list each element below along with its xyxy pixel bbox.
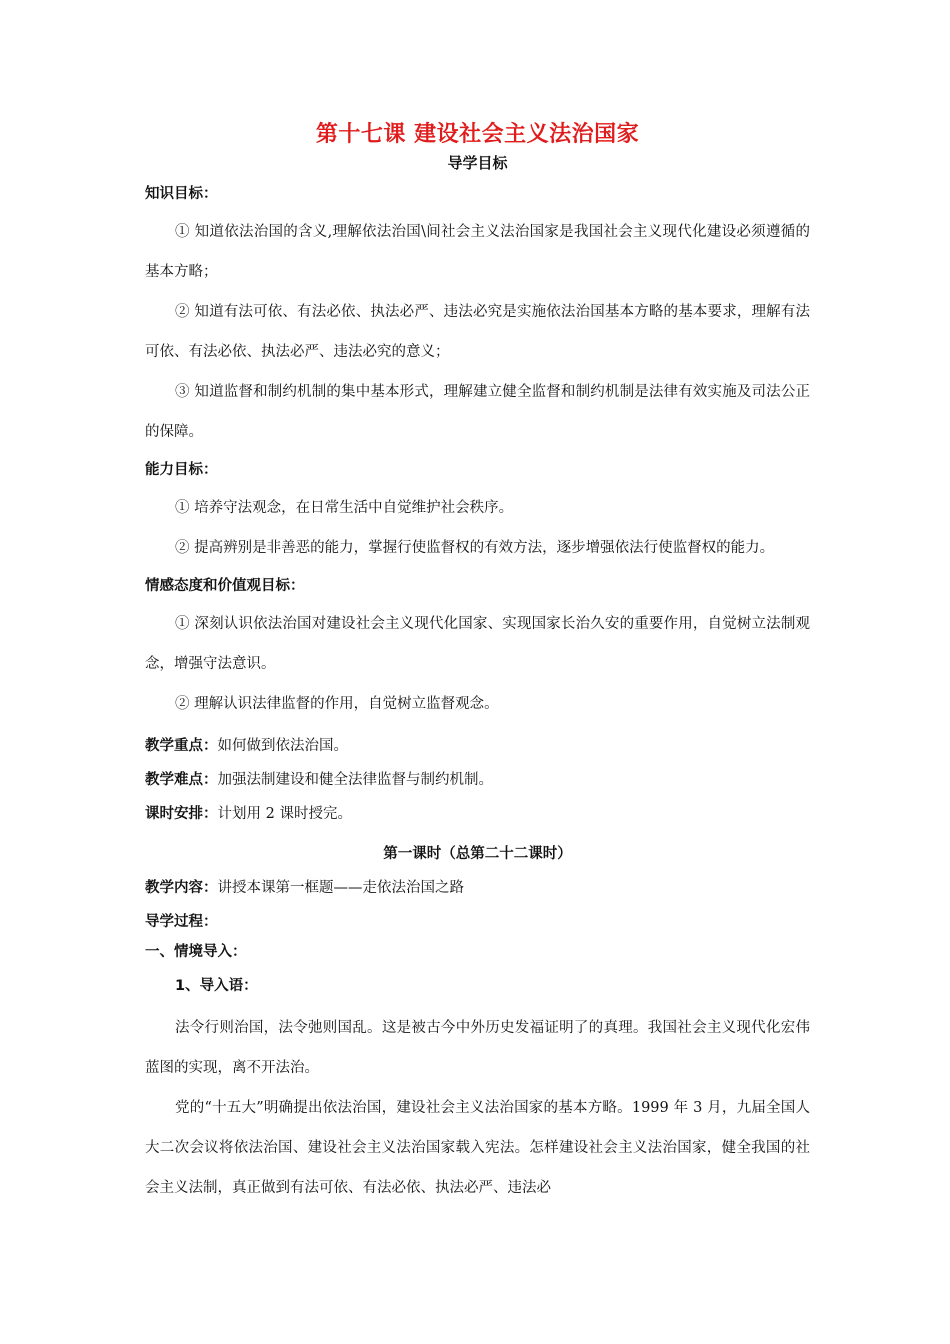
ability-item: ② 提高辨别是非善恶的能力，掌握行使监督权的有效方法，逐步增强依法行使监督权的能力。 [175,540,775,556]
lesson-period-title: 第一课时（总第二十二课时） [383,846,572,862]
schedule-value: 计划用 2 课时授完。 [217,806,352,822]
knowledge-heading: 知识目标： [145,186,218,202]
body-paragraph: 党的“十五大”明确提出依法治国，建设社会主义法治国家的基本方略。1999 年 3 月，九届全国人大二次会议将依法治国、建设社会主义法治国家载入宪法。怎样建设社会主义法治国家，健全我国的社会主义法制，真正做到有法可依、有法必依、执法必严、违法必 [145,1100,810,1196]
key-point-value: 如何做到依法治国。 [217,738,348,754]
key-point [145,734,810,758]
section-heading: 一、情境导入： [145,944,247,960]
process-heading: 导学过程： [145,914,218,930]
emotion-item: ① 深刻认识依法治国对建设社会主义现代化国家、实现国家长治久安的重要作用，自觉树立法制观念，增强守法意识。 [145,616,810,672]
schedule [145,802,810,826]
key-point-label: 教学重点： [145,738,218,754]
teaching-content [145,876,810,900]
difficulty-value: 加强法制建设和健全法律监督与制约机制。 [217,772,493,788]
ability-heading: 能力目标： [145,462,218,478]
body-paragraph: 法令行则治国，法令弛则国乱。这是被古今中外历史发福证明了的真理。我国社会主义现代化宏伟蓝图的实现，离不开法治。 [145,1020,810,1076]
document-body [145,118,810,1208]
teaching-content-label: 教学内容： [145,880,218,896]
subsection-heading: 1、导入语： [175,978,258,994]
teaching-content-value: 讲授本课第一框题——走依法治国之路 [217,880,464,896]
emotion-item: ② 理解认识法律监督的作用，自觉树立监督观念。 [175,696,499,712]
section-subtitle: 导学目标 [447,154,508,172]
emotion-heading: 情感态度和价值观目标： [145,578,305,594]
knowledge-item: ① 知道依法治国的含义,理解依法治国\间社会主义法治国家是我国社会主义现代化建设必须遵循的基本方略； [145,224,810,280]
ability-item: ① 培养守法观念，在日常生活中自觉维护社会秩序。 [175,500,514,516]
difficulty [145,768,810,792]
schedule-label: 课时安排： [145,806,218,822]
difficulty-label: 教学难点： [145,772,218,788]
knowledge-item: ② 知道有法可依、有法必依、执法必严、违法必究是实施依法治国基本方略的基本要求，理解有法可依、有法必依、执法必严、违法必究的意义； [145,304,810,360]
lesson-title: 第十七课 建设社会主义法治国家 [315,122,640,147]
knowledge-item: ③ 知道监督和制约机制的集中基本形式，理解建立健全监督和制约机制是法律有效实施及司法公正的保障。 [145,384,810,440]
